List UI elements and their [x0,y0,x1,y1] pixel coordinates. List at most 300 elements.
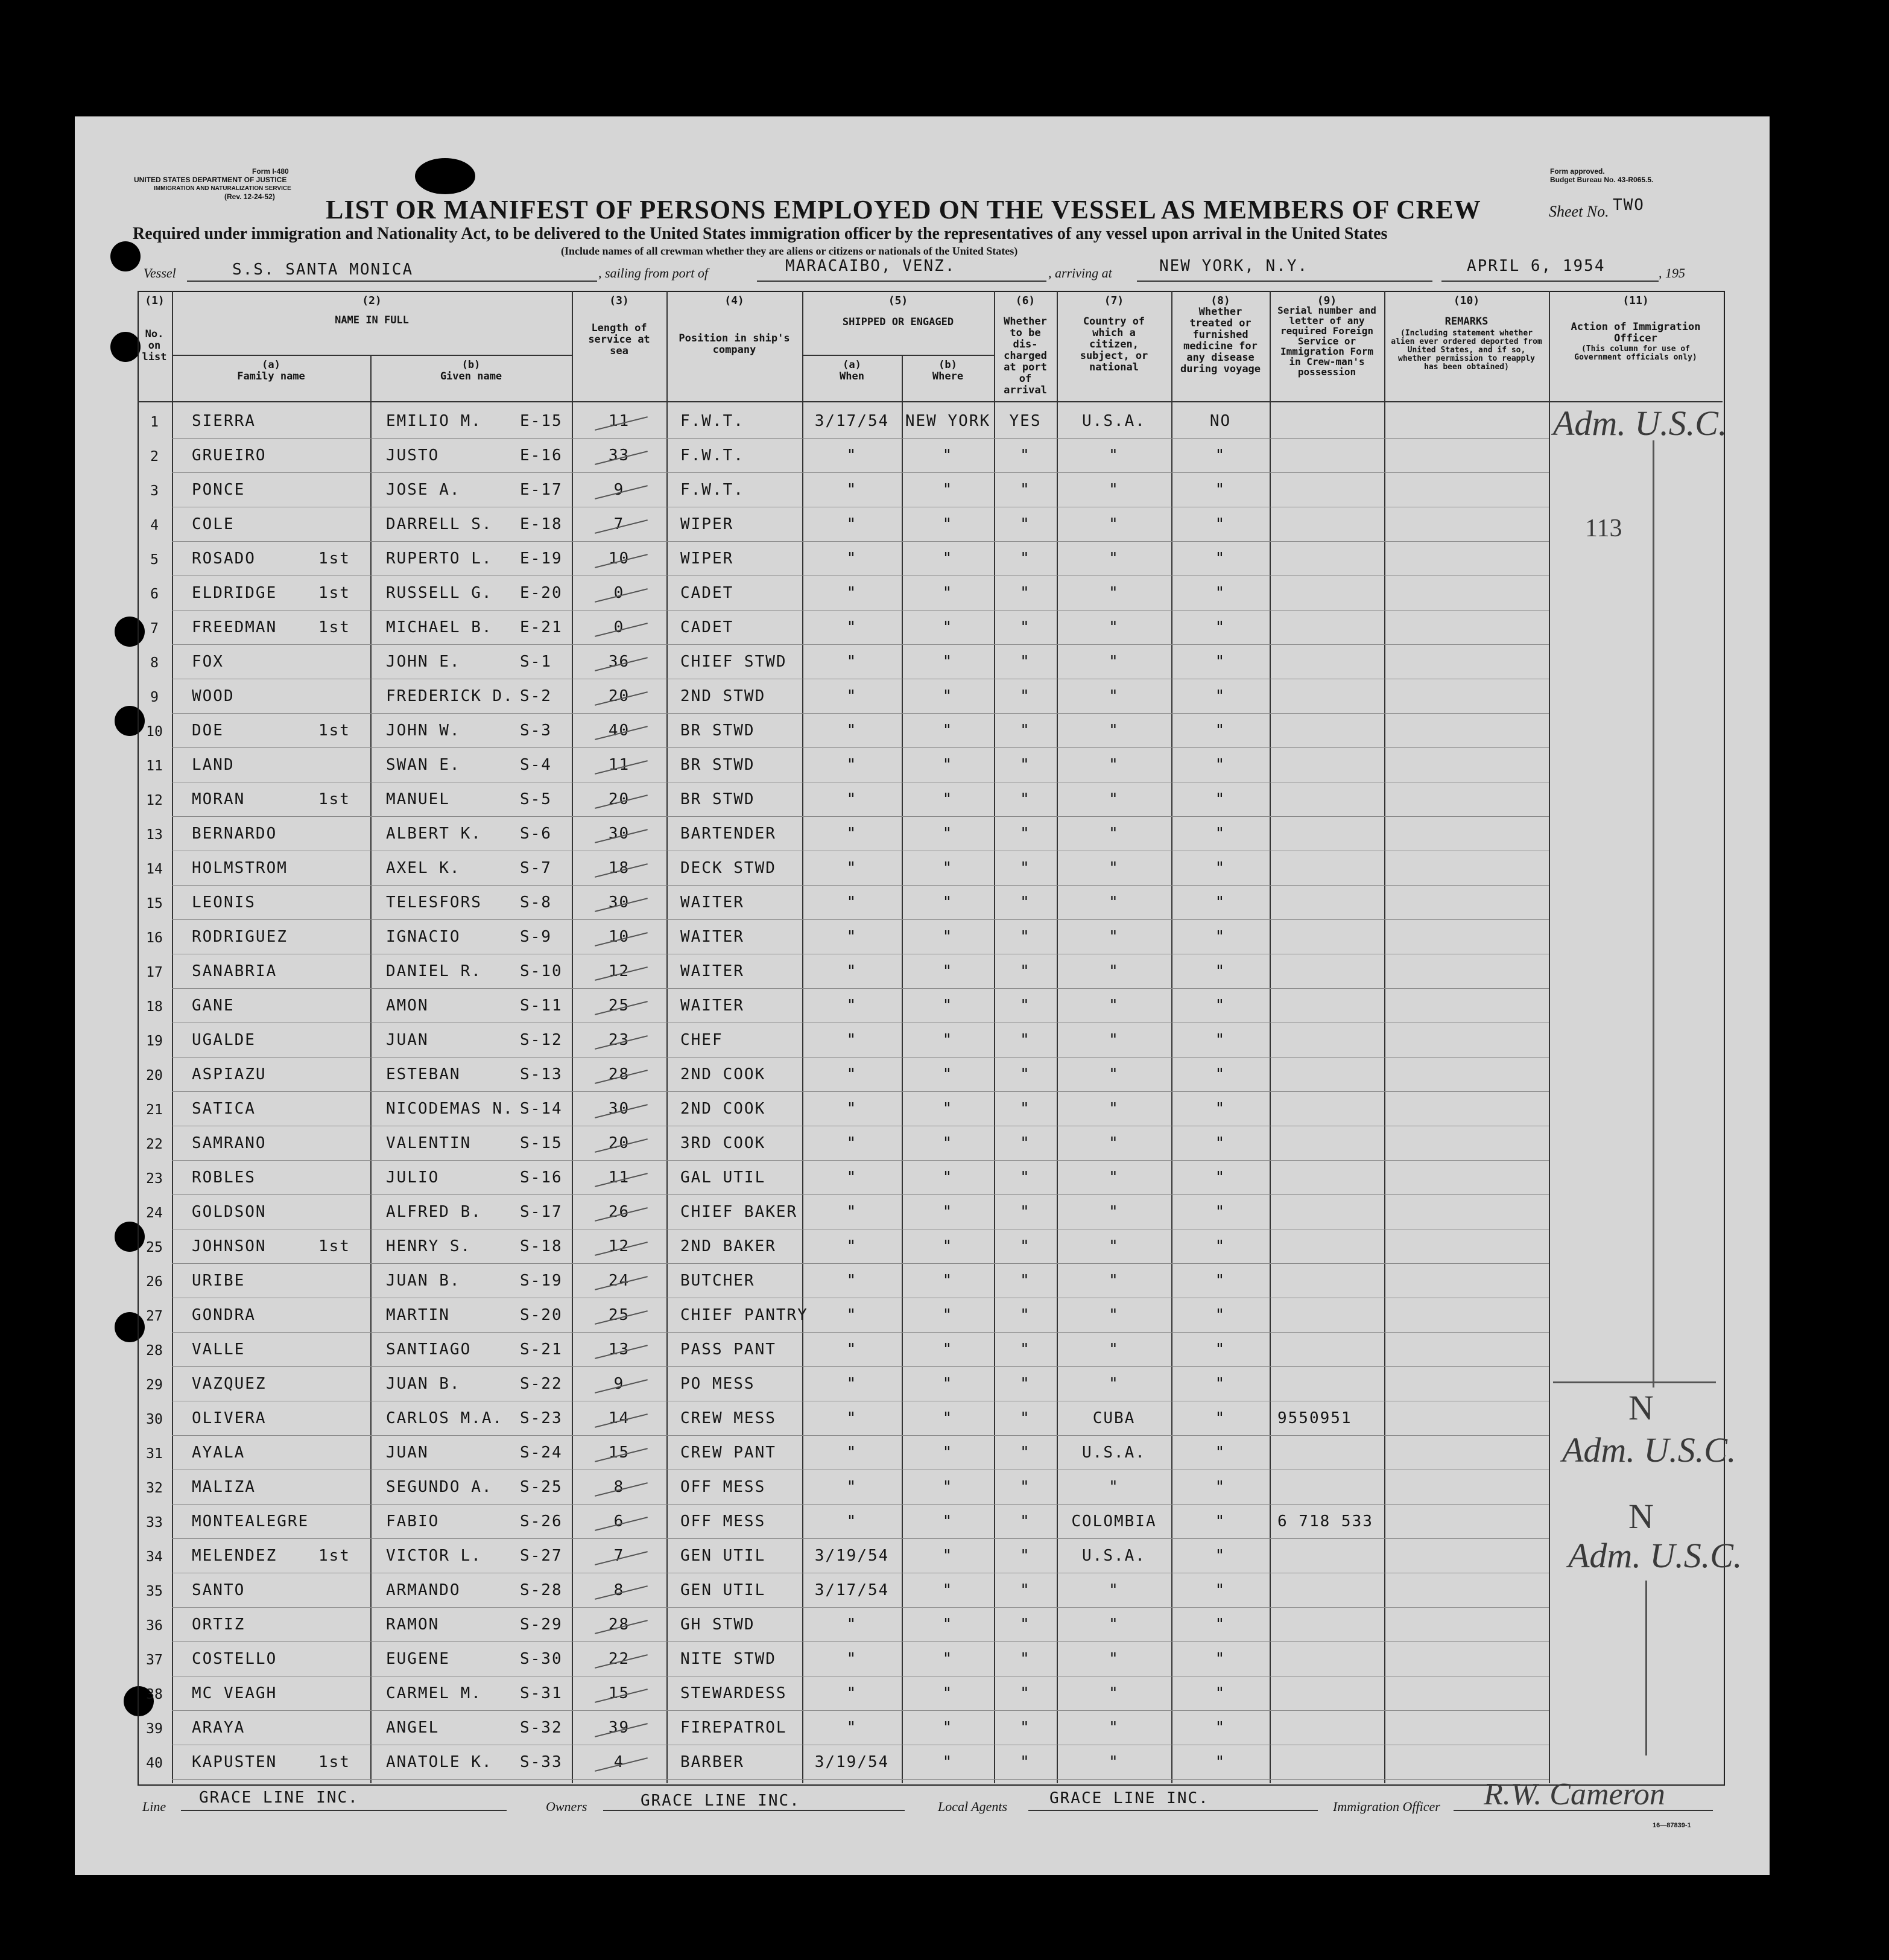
row-rule [172,610,1549,611]
header-length-of-service: Length of service at sea [588,322,650,357]
position-cell: F.W.T. [680,481,744,499]
row-number: 25 [146,1240,163,1255]
family-name-cell: ASPIAZU [192,1065,267,1083]
given-name-cell: EMILIO M. [386,412,482,430]
crew-code-cell: S-1 [520,653,552,671]
discharged-cell: " [1020,859,1031,877]
shipped-where-cell: " [942,1100,954,1118]
discharged-cell: " [1020,550,1031,568]
row-number: 33 [146,1515,163,1530]
family-name-cell: SAMRANO [192,1134,267,1152]
medicine-cell: " [1215,1719,1226,1737]
row-number: 13 [146,827,163,843]
header-name-in-full: NAME IN FULL [335,314,409,326]
shipped-where-cell: " [942,756,954,774]
country-cell: " [1109,653,1119,671]
given-name-cell: JOSE A. [386,481,461,499]
form-edition: (Rev. 12-24-52) [224,192,275,201]
shipped-when-cell: " [846,893,858,912]
row-rule [172,747,1549,748]
shipped-when-cell: " [846,1650,858,1668]
row-number: 36 [146,1618,163,1634]
medicine-cell: " [1215,1169,1226,1187]
length-of-service-cell: 28 [608,1065,630,1083]
shipped-where-cell: " [942,859,954,877]
country-cell: " [1109,481,1119,499]
arriving-port: NEW YORK, N.Y. [1159,257,1309,275]
family-name-cell: COLE [192,515,235,533]
shipped-when-cell: " [846,1237,858,1255]
given-name-cell: RAMON [386,1616,440,1634]
length-of-service-cell: 24 [608,1272,630,1290]
family-name-cell: SANTO [192,1581,245,1599]
shipped-where-cell: " [942,928,954,946]
row-rule [172,1366,1549,1367]
row-number: 27 [146,1308,163,1324]
crew-code-cell: S-2 [520,687,552,705]
length-of-service-cell: 25 [608,1306,630,1324]
discharged-cell: " [1020,687,1031,705]
medicine-cell: " [1215,1409,1226,1427]
given-name-cell: FREDERICK D. [386,687,514,705]
given-name-cell: ANGEL [386,1719,440,1737]
position-cell: PO MESS [680,1375,755,1393]
given-name-cell: JUAN B. [386,1375,461,1393]
port-underline [757,281,1046,282]
position-cell: DECK STWD [680,859,776,877]
row-number: 39 [146,1721,163,1737]
length-of-service-cell: 11 [608,1169,630,1187]
given-name-cell: ALFRED B. [386,1203,482,1221]
shipped-where-cell: " [942,1375,954,1393]
approval-line-1: Form approved. [1550,167,1605,176]
family-name-cell: DOE [192,722,224,740]
col-8-number: (8) [1210,294,1230,307]
shipped-when-cell: " [846,962,858,980]
row-number: 19 [146,1033,163,1049]
shipped-when-cell: " [846,1100,858,1118]
discharged-cell: YES [1009,412,1042,430]
row-number: 37 [146,1652,163,1668]
check-annotation: N [1628,1388,1654,1427]
country-cell: " [1109,1753,1119,1771]
row-number: 23 [146,1171,163,1187]
discharged-cell: " [1020,584,1031,602]
position-cell: CHIEF PANTRY [680,1306,808,1324]
row-number: 9 [150,690,159,705]
col-3-number: (3) [609,294,629,307]
bracket-line [1653,440,1654,1388]
family-name-cell: GRUEIRO [192,446,267,465]
position-cell: 2ND BAKER [680,1237,776,1255]
ink-blot [415,158,475,194]
crew-code-cell: S-29 [520,1616,563,1634]
country-cell: " [1109,893,1119,912]
position-cell: WAITER [680,928,744,946]
length-of-service-cell: 30 [608,825,630,843]
row-number: 12 [146,793,163,808]
shipped-when-cell: " [846,515,858,533]
shipped-where-cell: " [942,1409,954,1427]
row-number: 15 [146,896,163,912]
shipped-when-cell: " [846,1616,858,1634]
document-subtitle: Required under immigration and Nationality Act, to be delivered to the United States immigration officer by the representatives of any vessel upon arrival in the United States [133,224,1388,243]
row-rule [172,1607,1549,1608]
crew-code-cell: S-22 [520,1375,563,1393]
length-of-service-cell: 9 [613,481,625,499]
medicine-cell: " [1215,1237,1226,1255]
position-cell: CADET [680,618,734,636]
country-cell: COLOMBIA [1071,1512,1157,1530]
length-of-service-cell: 15 [608,1684,630,1702]
length-of-service-cell: 22 [608,1650,630,1668]
given-name-cell: SEGUNDO A. [386,1478,493,1496]
row-rule [172,1779,1549,1780]
crew-code-cell: S-8 [520,893,552,912]
shipped-when-cell: " [846,653,858,671]
shipped-when-cell: " [846,997,858,1015]
position-cell: BARTENDER [680,825,776,843]
shipped-when-cell: " [846,1512,858,1530]
discharged-cell: " [1020,618,1031,636]
shipped-where-cell: " [942,446,954,465]
header-action-of-officer: Action of Immigration Officer [1571,321,1701,344]
header-remarks-note: (Including statement whether alien ever ordered deported from United States, and if so, whether permission to reapply has been obtained) [1391,329,1542,372]
position-cell: CADET [680,584,734,602]
family-name-cell: MC VEAGH [192,1684,277,1702]
row-number: 7 [150,621,159,636]
family-name-cell: PONCE [192,481,245,499]
family-name-cell: MONTEALEGRE [192,1512,309,1530]
crew-code-cell: S-4 [520,756,552,774]
agents-value: GRACE LINE INC. [1049,1789,1209,1807]
discharged-cell: " [1020,962,1031,980]
shipped-where-cell: " [942,893,954,912]
medicine-cell: " [1215,756,1226,774]
given-name-cell: JOHN W. [386,722,461,740]
family-name-cell: HOLMSTROM [192,859,288,877]
family-name-cell: MALIZA [192,1478,256,1496]
first-mark-cell: 1st [318,550,350,568]
family-name-cell: MORAN [192,790,245,808]
crew-code-cell: S-9 [520,928,552,946]
position-cell: 2ND STWD [680,687,766,705]
row-rule [172,1538,1549,1539]
arrival-date: APRIL 6, 1954 [1467,257,1606,275]
discharged-cell: " [1020,1169,1031,1187]
row-rule [172,1057,1549,1058]
shipped-where-cell: " [942,618,954,636]
length-of-service-cell: 7 [613,1547,625,1565]
medicine-cell: " [1215,1512,1226,1530]
row-number: 11 [146,758,163,774]
family-name-cell: FOX [192,653,224,671]
row-rule [172,1435,1549,1436]
crew-code-cell: S-31 [520,1684,563,1702]
medicine-cell: " [1215,1650,1226,1668]
given-name-cell: HENRY S. [386,1237,472,1255]
row-number: 22 [146,1137,163,1152]
position-cell: WIPER [680,515,734,533]
row-number: 28 [146,1343,163,1359]
admitted-annotation: Adm. U.S.C. [1553,404,1727,443]
position-cell: CREW MESS [680,1409,776,1427]
shipped-when-cell: " [846,1272,858,1290]
position-cell: CREW PANT [680,1444,776,1462]
header-discharged: Whether to be dis-charged at port of arrival [1004,316,1047,396]
medicine-cell: " [1215,1203,1226,1221]
shipped-when-cell: " [846,1684,858,1702]
position-cell: WAITER [680,893,744,912]
shipped-where-cell: " [942,1444,954,1462]
family-name-cell: URIBE [192,1272,245,1290]
country-cell: " [1109,618,1119,636]
col-4-number: (4) [724,294,744,307]
owners-label: Owners [546,1799,587,1814]
col-7-number: (7) [1104,294,1124,307]
discharged-cell: " [1020,1444,1031,1462]
row-number: 35 [146,1584,163,1599]
shipped-when-cell: " [846,584,858,602]
shipped-where-cell: " [942,997,954,1015]
crew-code-cell: S-32 [520,1719,563,1737]
country-cell: " [1109,962,1119,980]
position-cell: WIPER [680,550,734,568]
document-title: LIST OR MANIFEST OF PERSONS EMPLOYED ON THE VESSEL AS MEMBERS OF CREW [326,195,1481,224]
family-name-cell: LAND [192,756,235,774]
row-number: 1 [150,414,159,430]
medicine-cell: " [1215,1616,1226,1634]
officer-signature: R.W. Cameron [1484,1777,1665,1812]
medicine-cell: " [1215,550,1226,568]
col-5-number: (5) [888,294,908,307]
family-name-cell: VALLE [192,1340,245,1359]
shipped-where-cell: " [942,1650,954,1668]
shipped-where-cell: " [942,1478,954,1496]
discharged-cell: " [1020,1512,1031,1530]
length-of-service-cell: 36 [608,653,630,671]
length-of-service-cell: 11 [608,412,630,430]
admitted-annotation: Adm. U.S.C. [1562,1430,1736,1470]
discharged-cell: " [1020,1203,1031,1221]
row-number: 26 [146,1274,163,1290]
shipped-where-cell: " [942,1512,954,1530]
country-cell: " [1109,859,1119,877]
length-of-service-cell: 23 [608,1031,630,1049]
crew-code-cell: E-19 [520,550,563,568]
header-medicine: Whether treated or furnished medicine for any disease during voyage [1180,306,1261,375]
family-name-cell: GANE [192,997,235,1015]
medicine-cell: " [1215,722,1226,740]
first-mark-cell: 1st [318,1753,350,1771]
country-cell: U.S.A. [1082,1547,1146,1565]
discharged-cell: " [1020,1478,1031,1496]
row-number: 38 [146,1687,163,1702]
shipped-where-cell: " [942,1237,954,1255]
line-label: Line [142,1799,166,1814]
length-of-service-cell: 8 [613,1478,625,1496]
length-of-service-cell: 4 [613,1753,625,1771]
family-name-cell: BERNARDO [192,825,277,843]
given-name-cell: JULIO [386,1169,440,1187]
position-cell: CHEF [680,1031,723,1049]
crew-code-cell: S-28 [520,1581,563,1599]
crew-code-cell: S-20 [520,1306,563,1324]
vessel-name: S.S. SANTA MONICA [232,261,414,279]
given-name-cell: TELESFORS [386,893,482,912]
family-name-cell: ROSADO [192,550,256,568]
given-name-cell: VICTOR L. [386,1547,482,1565]
length-of-service-cell: 0 [613,584,625,602]
given-name-cell: DARRELL S. [386,515,493,533]
crew-code-cell: S-15 [520,1134,563,1152]
given-name-cell: DANIEL R. [386,962,482,980]
length-of-service-cell: 30 [608,1100,630,1118]
agency-line-1: UNITED STATES DEPARTMENT OF JUSTICE [134,176,287,184]
crew-code-cell: E-17 [520,481,563,499]
length-of-service-cell: 26 [608,1203,630,1221]
country-cell: " [1109,1616,1119,1634]
first-mark-cell: 1st [318,1237,350,1255]
crew-code-cell: E-16 [520,446,563,465]
shipped-when-cell: " [846,687,858,705]
country-cell: " [1109,928,1119,946]
length-of-service-cell: 25 [608,997,630,1015]
position-cell: 2ND COOK [680,1065,766,1083]
medicine-cell: " [1215,997,1226,1015]
shipped-where-cell: " [942,825,954,843]
shipped-where-cell: " [942,481,954,499]
shipped-when-cell: " [846,1031,858,1049]
given-name-cell: FABIO [386,1512,440,1530]
medicine-cell: " [1215,928,1226,946]
shipped-when-cell: " [846,928,858,946]
instruction-note: (Include names of all crewman whether they are aliens or citizens or nationals of the United States) [561,245,1018,257]
shipped-where-cell: " [942,962,954,980]
discharged-cell: " [1020,790,1031,808]
family-name-cell: ROBLES [192,1169,256,1187]
row-rule [172,644,1549,645]
shipped-when-cell: " [846,1340,858,1359]
discharged-cell: " [1020,1306,1031,1324]
header-remarks: REMARKS [1444,316,1489,328]
shipped-where-cell: " [942,550,954,568]
discharged-cell: " [1020,1272,1031,1290]
shipped-where-cell: " [942,687,954,705]
family-name-cell: AYALA [192,1444,245,1462]
shipped-when-cell: " [846,1203,858,1221]
country-cell: " [1109,1478,1119,1496]
date-underline [1441,281,1659,282]
position-cell: OFF MESS [680,1478,766,1496]
length-of-service-cell: 9 [613,1375,625,1393]
given-name-cell: JOHN E. [386,653,461,671]
position-cell: F.W.T. [680,412,744,430]
crew-code-cell: S-5 [520,790,552,808]
vessel-underline [187,281,597,282]
row-number: 6 [150,586,159,602]
country-cell: " [1109,997,1119,1015]
medicine-cell: " [1215,1547,1226,1565]
col-6-number: (6) [1015,294,1036,307]
length-of-service-cell: 13 [608,1340,630,1359]
row-rule [172,438,1549,439]
crew-code-cell: S-25 [520,1478,563,1496]
row-rule [172,988,1549,989]
country-cell: U.S.A. [1082,412,1146,430]
country-cell: " [1109,446,1119,465]
medicine-cell: " [1215,1581,1226,1599]
col-1-number: (1) [145,294,165,307]
given-name-cell: MARTIN [386,1306,450,1324]
shipped-where-cell: " [942,1684,954,1702]
country-cell: " [1109,1169,1119,1187]
row-rule [172,1332,1549,1333]
discharged-cell: " [1020,1237,1031,1255]
crew-code-cell: S-23 [520,1409,563,1427]
family-name-cell: SANABRIA [192,962,277,980]
first-mark-cell: 1st [318,584,350,602]
country-cell: " [1109,1237,1119,1255]
country-cell: " [1109,1203,1119,1221]
position-cell: BARBER [680,1753,744,1771]
header-shipped-or-engaged: SHIPPED OR ENGAGED [842,316,954,328]
length-of-service-cell: 10 [608,550,630,568]
crew-code-cell: S-14 [520,1100,563,1118]
shipped-where-cell: " [942,1031,954,1049]
discharged-cell: " [1020,928,1031,946]
country-cell: " [1109,1306,1119,1324]
given-name-cell: SWAN E. [386,756,461,774]
given-name-cell: ALBERT K. [386,825,482,843]
medicine-cell: " [1215,481,1226,499]
discharged-cell: " [1020,893,1031,912]
first-mark-cell: 1st [318,618,350,636]
medicine-cell: NO [1209,412,1232,430]
length-of-service-cell: 11 [608,756,630,774]
agency-line-2: IMMIGRATION AND NATURALIZATION SERVICE [154,185,291,192]
discharged-cell: " [1020,1134,1031,1152]
country-cell: " [1109,1375,1119,1393]
crew-code-cell: S-16 [520,1169,563,1187]
position-cell: GH STWD [680,1616,755,1634]
col-9-number: (9) [1317,294,1337,307]
shipped-when-cell: 3/17/54 [814,412,890,430]
first-mark-cell: 1st [318,790,350,808]
position-cell: STEWARDESS [680,1684,787,1702]
shipped-where-cell: " [942,790,954,808]
row-number: 5 [150,552,159,568]
medicine-cell: " [1215,893,1226,912]
family-name-cell: GOLDSON [192,1203,267,1221]
position-cell: FIREPATROL [680,1719,787,1737]
row-rule [172,885,1549,886]
shipped-when-cell: " [846,1409,858,1427]
crew-code-cell: S-12 [520,1031,563,1049]
vessel-label: Vessel [144,265,176,281]
position-cell: BR STWD [680,756,755,774]
row-number: 21 [146,1102,163,1118]
row-number: 34 [146,1549,163,1565]
line-value: GRACE LINE INC. [199,1789,359,1807]
family-name-cell: UGALDE [192,1031,256,1049]
officer-label: Immigration Officer [1333,1799,1440,1814]
medicine-cell: " [1215,1031,1226,1049]
shipped-when-cell: " [846,1169,858,1187]
country-cell: " [1109,1272,1119,1290]
crew-code-cell: S-3 [520,722,552,740]
shipped-when-cell: " [846,1065,858,1083]
